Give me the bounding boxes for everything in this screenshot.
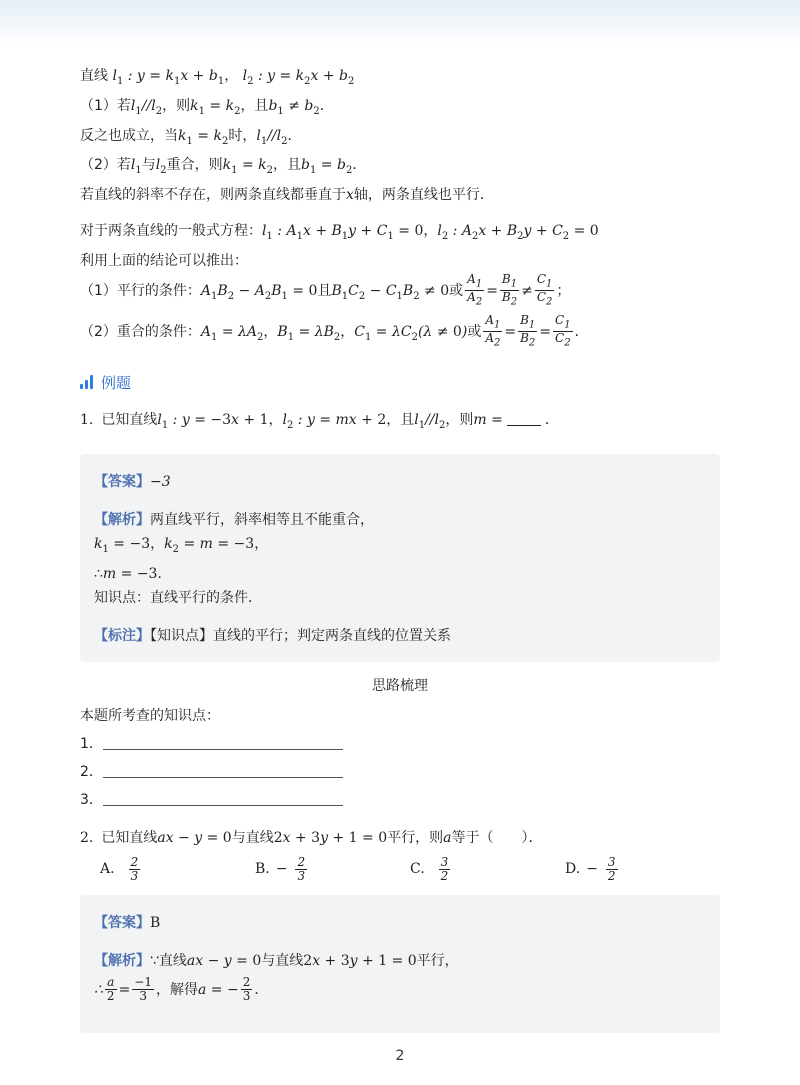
question-1: 1. 已知直线$l_1$ : y = −3x + 1，$l_2$ : y = mx + 2，且$l_1//l_2$，则m = ． bbox=[80, 412, 559, 432]
bar-chart-icon bbox=[80, 375, 93, 389]
choice-a[interactable]: A. $\frac{2}{3}$ bbox=[100, 854, 139, 883]
section-title: 例题 bbox=[101, 373, 132, 392]
intro-line-7: 利用上面的结论可以推出： bbox=[80, 252, 248, 269]
document-body bbox=[80, 64, 720, 1033]
fill-line bbox=[103, 749, 343, 750]
intro-line-6: 对于两条直线的一般式方程：$l_1$ : $A_1x + B_1y + C_1 = 0$，$l_2$ : $A_2x + B_2y + C_2 = 0$ bbox=[80, 223, 599, 242]
note-line: 【标注】【知识点】直线的平行；判定两条直线的位置关系 bbox=[94, 627, 451, 644]
answer-blank bbox=[507, 425, 541, 426]
answer-box-1 bbox=[80, 454, 720, 662]
thinking-item: 1． bbox=[80, 732, 720, 756]
analysis-solve: ∴ $\frac{a}{2}$ = $\frac{-1}{3}$ ，解得a = − $\frac{2}{3}$ ． bbox=[94, 975, 269, 1004]
intro-line-2: （1）若$l_1//l_2$，则$k_1 = k_2$，且$b_1 \ne b_2$． bbox=[80, 97, 334, 117]
intro-line-9: （2）重合的条件：$A_1 = \lambda A_2$，$B_1 = \lambda B_2$，$C_1 = \lambda C_2(\lambda \ne 0)$或 $\frac{A_1}{A_2}$ = $\frac{B_1}{B_2}$ = $\frac{C_1}{C_2}$ ． bbox=[80, 312, 589, 349]
answer-line: 【答案】B bbox=[94, 914, 161, 931]
fill-line bbox=[103, 777, 343, 778]
intro-line-3: 反之也成立，当$k_1 = k_2$时，$l_1//l_2$． bbox=[80, 127, 302, 147]
fill-line bbox=[103, 805, 343, 806]
analysis-step-1: $k_1 = -3$，$k_2 = m = -3$， bbox=[94, 536, 269, 555]
choice-d[interactable]: D. − $\frac{3}{2}$ bbox=[565, 854, 616, 883]
thinking-item: 2． bbox=[80, 760, 720, 784]
analysis-step-2: ∴m = −3． bbox=[94, 565, 172, 582]
knowledge-line: 知识点：直线平行的条件． bbox=[94, 589, 262, 606]
page-number: 2 bbox=[395, 1048, 405, 1064]
answer-box-2 bbox=[80, 895, 720, 1033]
analysis-line: 【解析】∵直线ax − y = 0与直线2x + 3y + 1 = 0平行， bbox=[94, 952, 459, 969]
question-2: 2. 已知直线ax − y = 0与直线2x + 3y + 1 = 0平行，则a等于（ ）． bbox=[80, 829, 543, 846]
analysis-line: 【解析】两直线平行，斜率相等且不能重合， bbox=[94, 512, 374, 529]
page-header-band bbox=[0, 0, 800, 46]
intro-line-8: （1）平行的条件：$A_1B_2 - A_2B_1 = 0$且$B_1C_2 - C_1B_2 \ne 0$或 $\frac{A_1}{A_2}$ = $\frac{B_1}{B_2}$ ≠ $\frac{C_1}{C_2}$ ； bbox=[80, 271, 571, 308]
thinking-intro: 本题所考查的知识点： bbox=[80, 707, 220, 724]
intro-line-4: （2）若$l_1$与$l_2$重合，则$k_1 = k_2$，且$b_1 = b_2$． bbox=[80, 157, 367, 177]
section-header-examples bbox=[80, 368, 720, 396]
choice-c[interactable]: C. $\frac{3}{2}$ bbox=[410, 854, 449, 883]
intro-line-1: 直线 $l_1$ : $y = k_1x + b_1$， $l_2$ : $y = k_2x + b_2$ bbox=[80, 68, 355, 87]
thinking-title: 思路梳理 bbox=[372, 677, 428, 694]
intro-line-5: 若直线的斜率不存在，则两条直线都垂直于x轴，两条直线也平行． bbox=[80, 187, 494, 204]
answer-line: 【答案】−3 bbox=[94, 474, 171, 491]
choices bbox=[80, 856, 720, 883]
thinking-item: 3． bbox=[80, 788, 720, 812]
choice-b[interactable]: B. − $\frac{2}{3}$ bbox=[255, 854, 306, 883]
